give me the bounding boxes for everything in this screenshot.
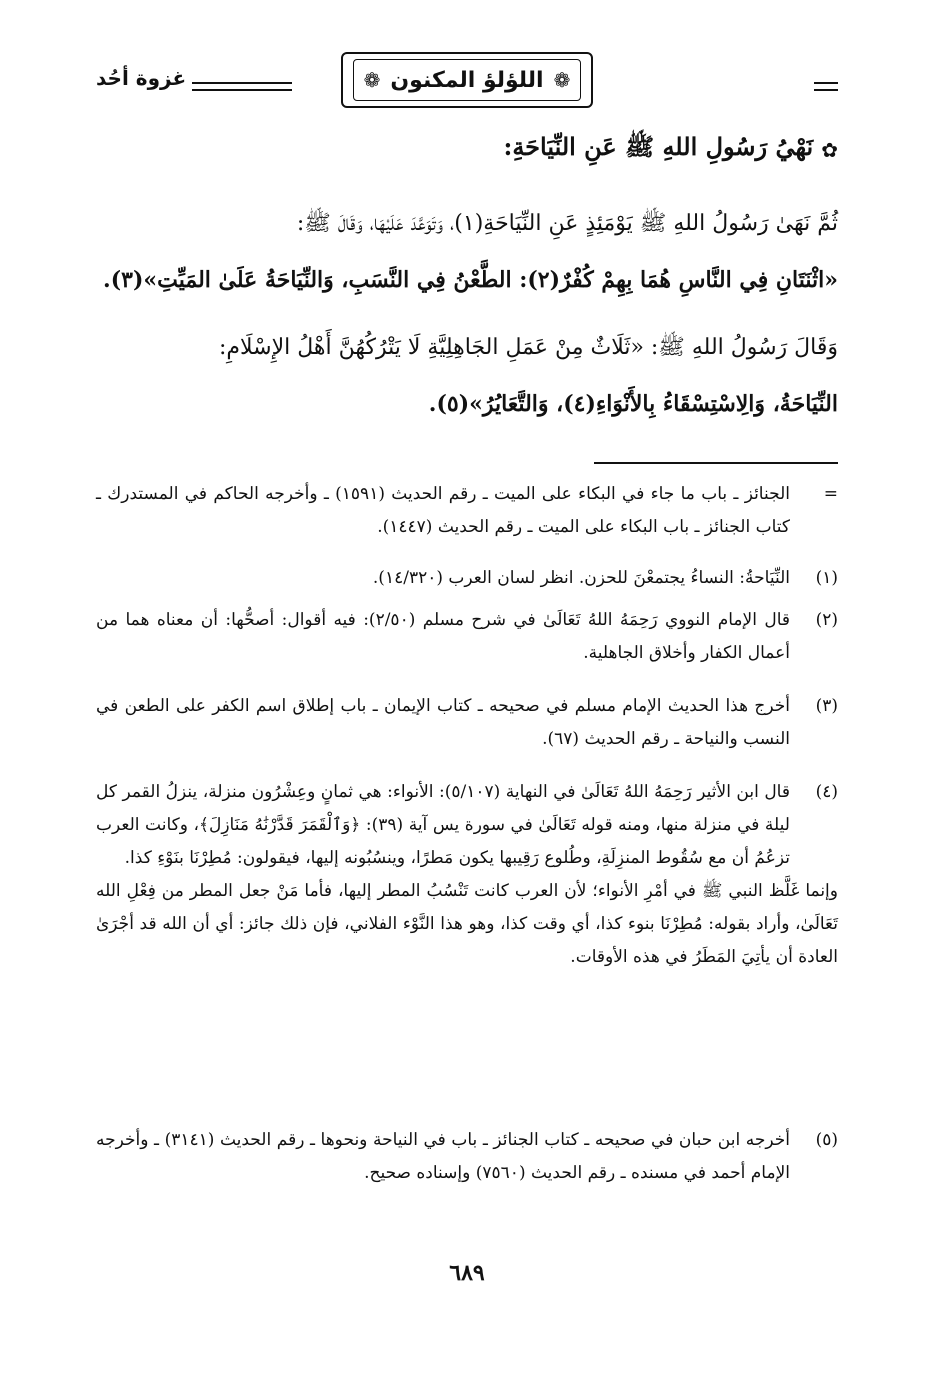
footnote-text: النِّيَاحةُ: النساءُ يجتمعْنَ للحزن. انظر لسان العرب (١٤/٣٢٠).: [372, 568, 790, 588]
section-heading: نَهْيُ رَسُولِ اللهِ ﷺ عَنِ النِّيَاحَةِ:: [503, 132, 814, 161]
paragraph-2: [96, 320, 838, 432]
footnote-number: (١): [815, 568, 838, 588]
footnote-3: [96, 690, 838, 756]
cartouche-inner: [353, 59, 581, 101]
footnote-text: الجنائز ـ باب ما جاء في البكاء على الميت ـ رقم الحديث (١٥٩١) ـ وأخرجه الحاكم في المستدرك ـ كتاب الجنائز ـ باب البكاء على الميت ـ رقم الحديث (١٤٤٧).: [96, 484, 790, 537]
footnote-number: (٣): [815, 696, 838, 716]
section-heading-row: [503, 132, 838, 167]
title-cartouche: [341, 52, 593, 108]
footnote-separator: [594, 462, 838, 464]
footnote-5: [96, 1124, 838, 1190]
book-title: اللؤلؤ المكنون: [390, 67, 544, 93]
header-rule-left: [192, 82, 292, 91]
header-rule-right: [814, 82, 838, 91]
paragraph-line: النِّيَاحَةُ، وَالِاسْتِسْقَاءُ بِالأَنْوَاءِ(٤)، وَالتَّعَايُرُ»(٥).: [428, 391, 838, 417]
footnote-text: أخرجه ابن حبان في صحيحه ـ كتاب الجنائز ـ باب في النياحة ونحوها ـ رقم الحديث (٣١٤١) ـ وأخرجه الإمام أحمد في مسنده ـ رقم الحديث (٧٥٦٠) وإسناده صحيح.: [96, 1130, 790, 1183]
footnote-text: قال الإمام النووي رَحِمَهُ اللهُ تَعَالَىٰ في شرح مسلم (٢/٥٠): فيه أقوال: أصحُّها: أن معناه هما من أعمال الكفار وأخلاق الجاهلية.: [96, 610, 790, 663]
page-number: ٦٨٩: [449, 1260, 485, 1286]
paragraph-line: «اثْنَتَانِ فِي النَّاسِ هُمَا بِهِمْ كُفْرٌ(٢): الطَّعْنُ فِي النَّسَبِ، وَالنِّيَاحَةُ عَلَىٰ المَيِّتِ»(٣).: [103, 267, 838, 293]
footnote-text-continued: وإنما غَلَّظ النبي ﷺ في أمْرِ الأنواء؛ لأن العرب كانت تَنْسُبُ المطر إليها، فأما مَنْ جعل المطر من فِعْلِ الله تَعَالَىٰ، وأراد بقوله: مُطِرْنَا بنوء كذا، أي وقت كذا، وهو هذا النَّوْء الفلاني، فإن ذلك جائز: أي أن الله قد أجْرَىٰ العادة أن يأتِيَ المَطَرُ في هذه الأوقات.: [96, 881, 838, 967]
footnote-marker: =: [823, 484, 838, 504]
footnote-number: (٢): [815, 610, 838, 630]
footnote-text: أخرج هذا الحديث الإمام مسلم في صحيحه ـ كتاب الإيمان ـ باب إطلاق اسم الكفر على الطعن في النسب والنياحة ـ رقم الحديث (٦٧).: [96, 696, 790, 749]
paragraph-line: ثُمَّ نَهَىٰ رَسُولُ اللهِ ﷺ يَوْمَئِذٍ عَنِ النِّيَاحَةِ(١)، وَتَوَعَّدَ عَلَيْهَا، وَقَالَ ﷺ:: [296, 211, 838, 236]
running-header: [96, 52, 838, 112]
paragraph-1: [96, 196, 838, 308]
footnote-continuation: [96, 478, 838, 544]
flower-bullet-icon: ✿: [821, 137, 838, 162]
footnote-number: (٤): [815, 782, 838, 802]
footnote-number: (٥): [815, 1130, 838, 1150]
paragraph-line: وَقَالَ رَسُولُ اللهِ ﷺ: «ثَلَاثٌ مِنْ عَمَلِ الجَاهِلِيَّةِ لَا يَتْرُكُهُنَّ أَهْلُ الإِسْلَامِ:: [219, 335, 838, 360]
chapter-title: غزوة أحُد: [96, 66, 187, 90]
footnote-1: [96, 562, 838, 595]
footnote-text: قال ابن الأثير رَحِمَهُ اللهُ تَعَالَىٰ في النهاية (٥/١٠٧): الأنواء: هي ثمانٍ وعِشْرُون منزلة، ينزلُ القمر كل ليلة في منزلة منها، ومنه قوله تَعَالَىٰ في سورة يس آية (٣٩): ﴿وَٱلْقَمَرَ قَدَّرْنَٰهُ مَنَازِلَ﴾، وكانت العرب تزعُمُ أن مع سُقُوط المنزِلَةِ، وطُلوع رَقِيبها يكون مَطرًا، وينسُبُونه إليها، فيقولون: مُطِرْنَا بنَوْءِ كذا.: [96, 782, 790, 868]
footnote-4: [96, 776, 838, 974]
footnote-2: [96, 604, 838, 670]
ornament-icon: ❁: [553, 68, 571, 92]
ornament-icon: ❁: [363, 68, 381, 92]
